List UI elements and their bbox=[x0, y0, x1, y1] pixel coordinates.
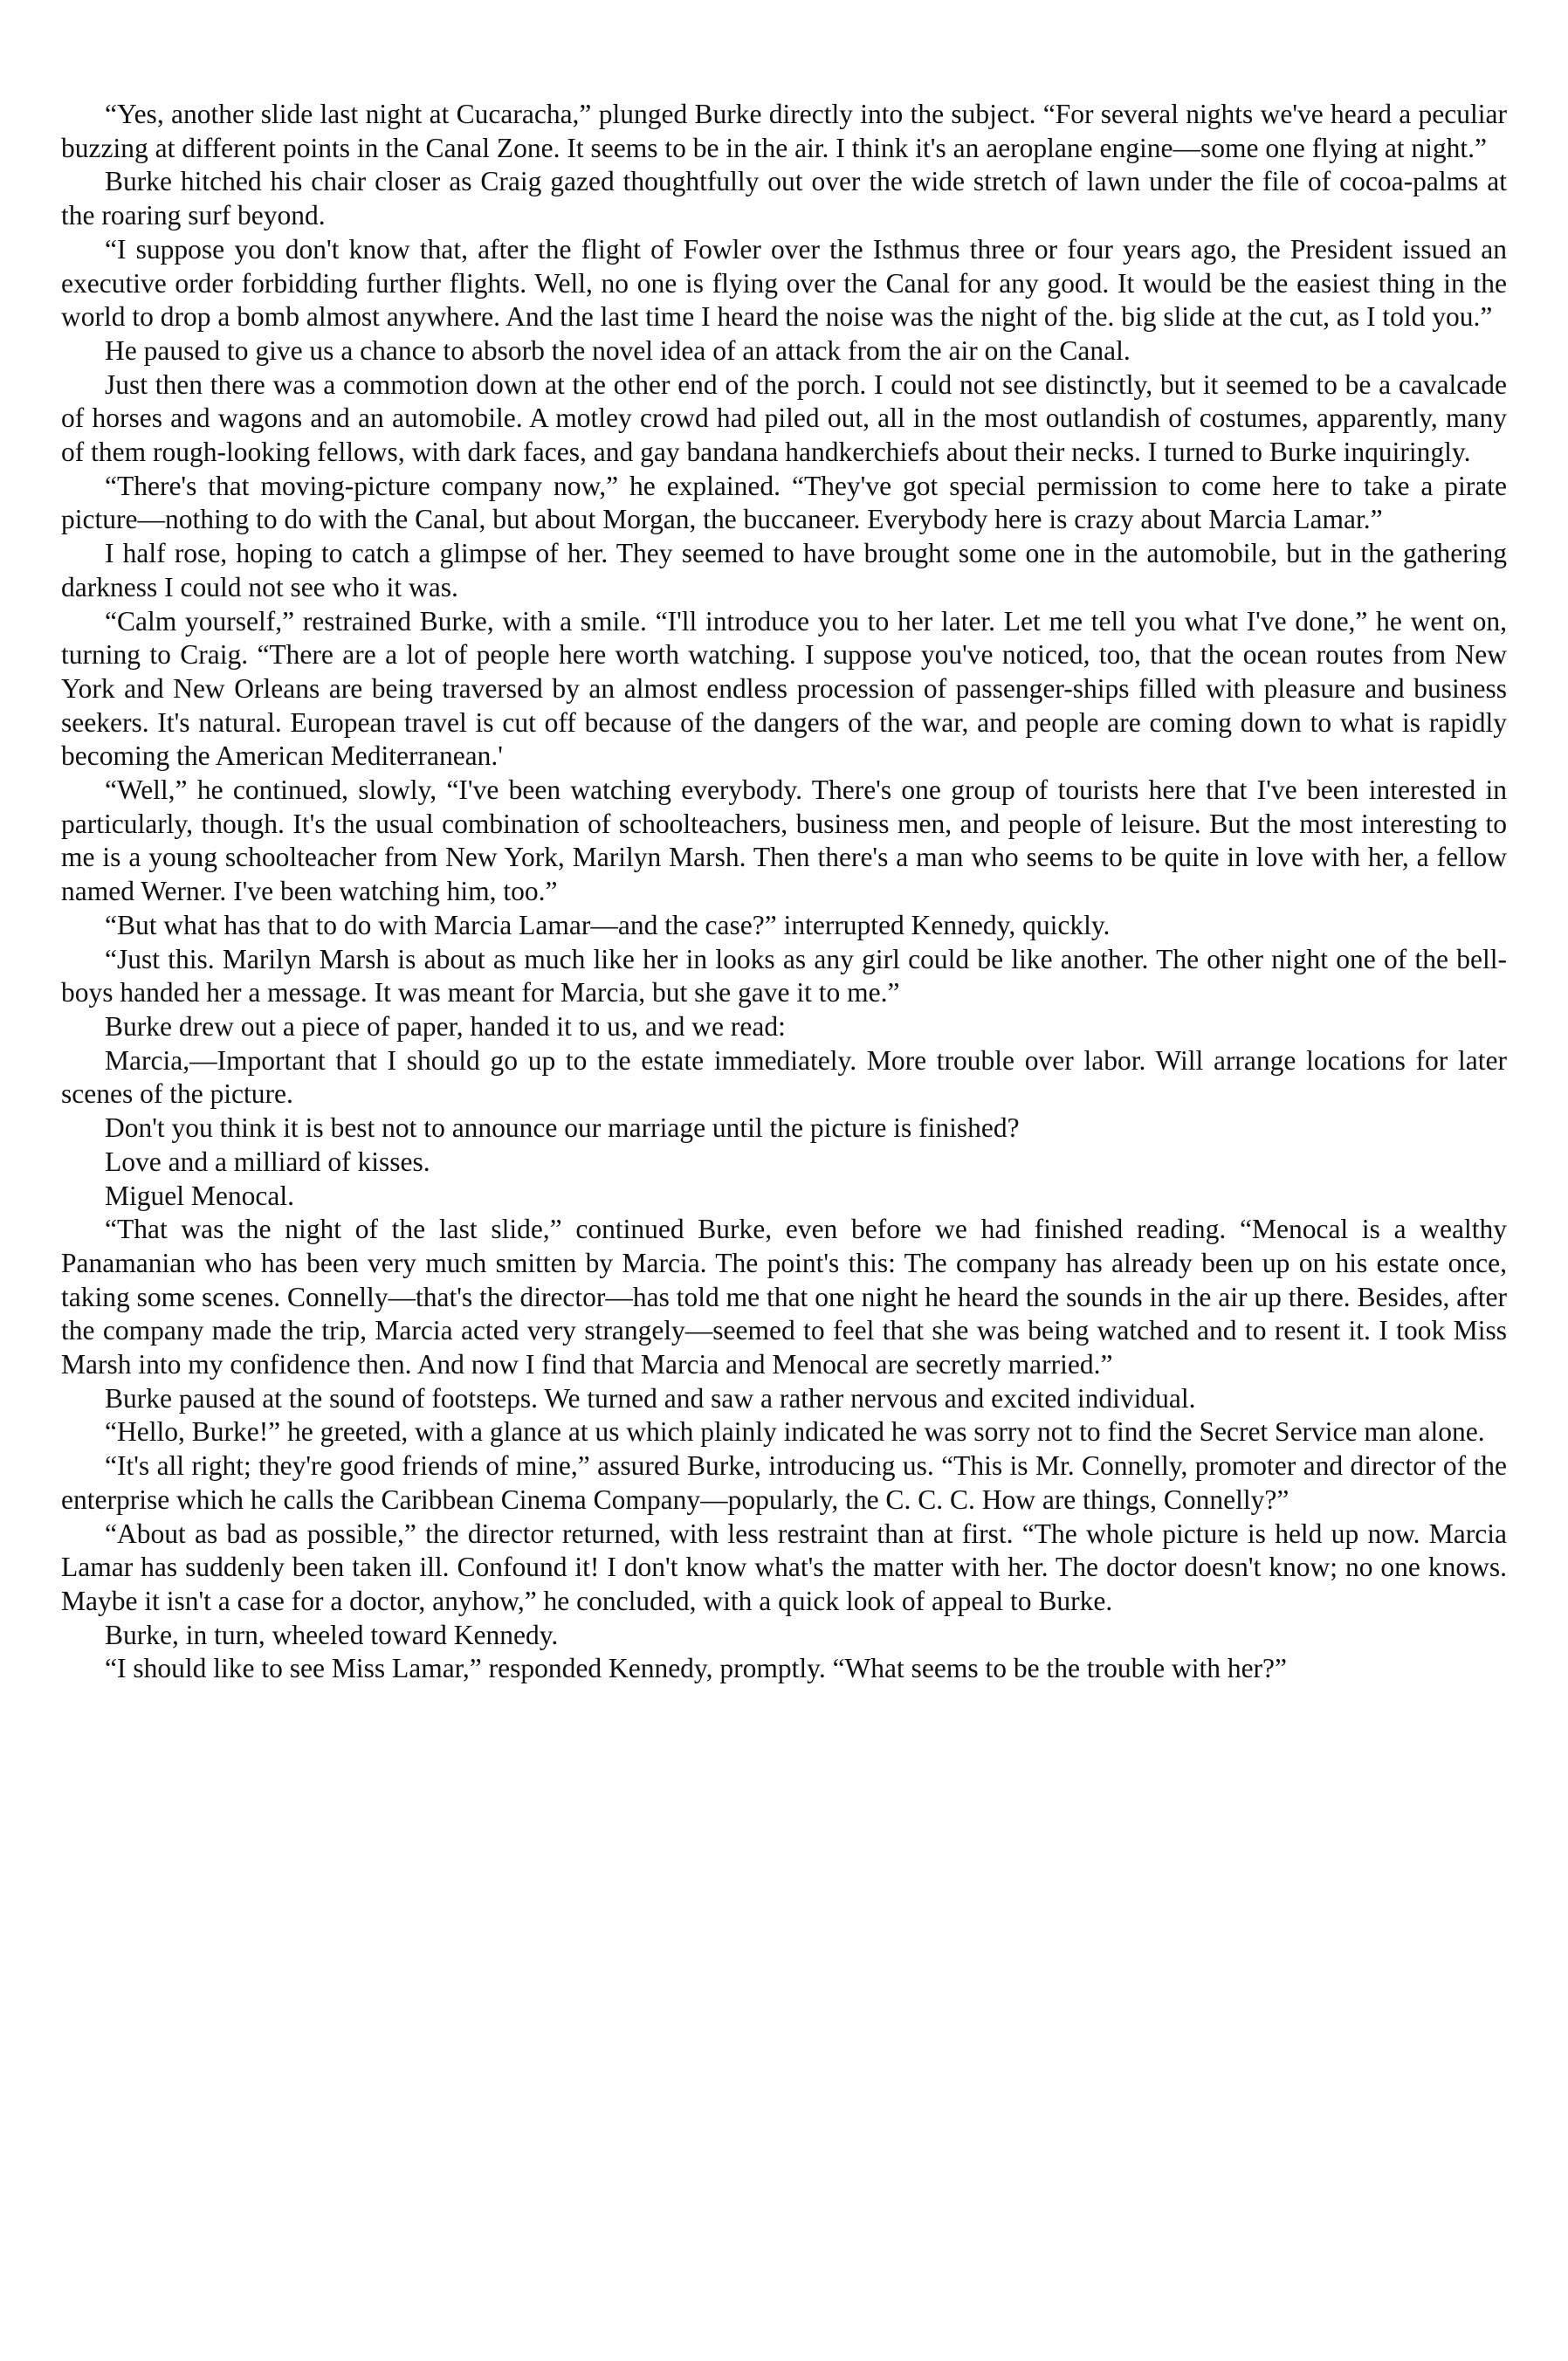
paragraph-1: “Yes, another slide last night at Cucaracha,” plunged Burke directly into the subject. “For several nights we've heard a peculiar buzzing at different points in the Canal Zone. It seems to be in the air. I think it's an aeroplane engine—some one flying at night.” bbox=[61, 99, 1507, 163]
paragraph-3: “I suppose you don't know that, after the flight of Fowler over the Isthmus three or four years ago, the President issued an executive order forbidding further flights. Well, no one is flying over the Canal for any good. It would be the easiest thing in the world to drop a bomb almost anywhere. And the last time I heard the noise was the night of the. big slide at the cut, as I told you.” bbox=[61, 233, 1507, 333]
paragraph-11: “Just this. Marilyn Marsh is about as much like her in looks as any girl could be like another. The other night one of the bell-boys handed her a message. It was meant for Marcia, but she gave it to me.” bbox=[61, 943, 1507, 1008]
paragraph-6: “There's that moving-picture company now,” he explained. “They've got special permission to come here to take a pirate picture—nothing to do with the Canal, but about Morgan, the buccaneer. Everybody here is crazy about Marcia Lamar.” bbox=[61, 470, 1507, 535]
paragraph-7: I half rose, hoping to catch a glimpse of her. They seemed to have brought some one in the automobile, but in the gathering darkness I could not see who it was. bbox=[61, 538, 1507, 602]
paragraph-20: “It's all right; they're good friends of mine,” assured Burke, introducing us. “This is Mr. Connelly, promoter and director of the enterprise which he calls the Caribbean Cinema Company—popularly, the C. C. C. How are things, Connelly?” bbox=[61, 1450, 1507, 1515]
paragraph-10: “But what has that to do with Marcia Lamar—and the case?” interrupted Kennedy, quickly. bbox=[105, 909, 1111, 940]
letter-body: Marcia,—Important that I should go up to the estate immediately. More trouble over labor. Will arrange locations for later scenes of the picture. bbox=[61, 1044, 1507, 1110]
paragraph-17: “That was the night of the last slide,” continued Burke, even before we had finished reading. “Menocal is a wealthy Panamanian who has been very much smitten by Marcia. The point's this: The company has already been up on his estate once, taking some scenes. Connelly—that's the director—has told me that one night he heard the sounds in the air up there. Besides, after the company made the trip, Marcia acted very strangely—seemed to feel that she was being watched and to resent it. I took Miss Marsh into my confidence then. And now I find that Marcia and Menocal are secretly married.” bbox=[61, 1214, 1507, 1380]
paragraph-21: “About as bad as possible,” the director returned, with less restraint than at first. “The whole picture is held up now. Marcia Lamar has suddenly been taken ill. Confound it! I don't know what's the matter with her. The doctor doesn't know; no one knows. Maybe it isn't a case for a doctor, anyhow,” he concluded, with a quick look of appeal to Burke. bbox=[61, 1518, 1507, 1616]
paragraph-12: Burke drew out a piece of paper, handed it to us, and we read: bbox=[105, 1010, 786, 1042]
paragraph-23: “I should like to see Miss Lamar,” responded Kennedy, promptly. “What seems to be the trouble with her?” bbox=[105, 1653, 1288, 1684]
paragraph-9: “Well,” he continued, slowly, “I've been watching everybody. There's one group of tourists here that I've been interested in particularly, though. It's the usual combination of schoolteachers, business men, and people of leisure. But the most interesting to me is a young schoolteacher from New York, Marilyn Marsh. Then there's a man who seems to be quite in love with her, a fellow named Werner. I've been watching him, too.” bbox=[61, 774, 1507, 907]
paragraph-5: Just then there was a commotion down at the other end of the porch. I could not see distinctly, but it seemed to be a cavalcade of horses and wagons and an automobile. A motley crowd had piled out, all in the most outlandish of costumes, apparently, many of them rough-looking fellows, with dark faces, and gay bandana handkerchiefs about their necks. I turned to Burke inquiringly. bbox=[61, 368, 1507, 468]
letter-closing: Love and a milliard of kisses. bbox=[105, 1146, 430, 1177]
book-page bbox=[61, 98, 1507, 1686]
paragraph-22: Burke, in turn, wheeled toward Kennedy. bbox=[105, 1619, 559, 1650]
paragraph-18: Burke paused at the sound of footsteps. We turned and saw a rather nervous and excited individual. bbox=[105, 1382, 1196, 1414]
letter-signature: Miguel Menocal. bbox=[105, 1180, 294, 1211]
paragraph-8: “Calm yourself,” restrained Burke, with a smile. “I'll introduce you to her later. Let me tell you what I've done,” he went on, turning to Craig. “There are a lot of people here worth watching. I suppose you've noticed, too, that the ocean routes from New York and New Orleans are being traversed by an almost endless procession of passenger-ships filled with pleasure and business seekers. It's natural. European travel is cut off because of the dangers of the war, and people are coming down to what is rapidly becoming the American Mediterranean.' bbox=[61, 605, 1507, 772]
paragraph-2: Burke hitched his chair closer as Craig gazed thoughtfully out over the wide stretch of lawn under the file of cocoa-palms at the roaring surf beyond. bbox=[61, 166, 1507, 231]
letter-question: Don't you think it is best not to announce our marriage until the picture is finished? bbox=[105, 1112, 1020, 1144]
paragraph-4: He paused to give us a chance to absorb the novel idea of an attack from the air on the Canal. bbox=[105, 334, 1131, 366]
paragraph-19: “Hello, Burke!” he greeted, with a glance at us which plainly indicated he was sorry not to find the Secret Service man alone. bbox=[105, 1416, 1485, 1448]
